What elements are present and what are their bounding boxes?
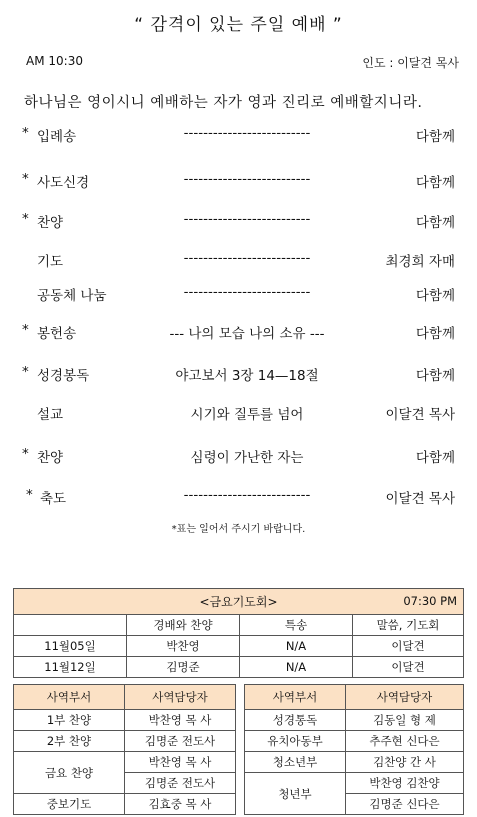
order-detail: -------------------------- <box>183 487 311 503</box>
friday-time: 07:30 PM <box>403 594 457 608</box>
order-item <box>0 250 477 272</box>
table-cell: 이달견 <box>353 657 464 678</box>
order-person: 다함께 <box>415 450 455 466</box>
table-cell: 11월05일 <box>14 636 127 657</box>
order-person: 이달견 목사 <box>385 407 455 423</box>
ministry-person: 김찬양 간 사 <box>346 752 464 773</box>
table-gap <box>236 731 245 752</box>
order-detail: 시기와 질투를 넘어 <box>190 407 304 423</box>
table-gap <box>236 685 245 710</box>
theme-verse: 하나님은 영이시니 예배하는 자가 영과 진리로 예배할지니라. <box>24 95 423 111</box>
order-label: 찬양 <box>37 215 64 231</box>
table-row <box>14 710 464 731</box>
ministry-dept: 중보기도 <box>14 794 125 815</box>
ministry-person: 박찬영 김찬양 <box>346 773 464 794</box>
order-item <box>0 125 477 147</box>
order-item <box>0 322 477 344</box>
column-header: 말씀, 기도회 <box>353 615 464 636</box>
friday-title: <금요기도회> <box>199 595 278 609</box>
table-cell: 박찬영 <box>127 636 240 657</box>
order-person: 다함께 <box>415 215 455 231</box>
stand-marker: * <box>22 364 29 380</box>
table-header-row <box>14 685 464 710</box>
order-item <box>0 403 477 425</box>
ministry-dept: 금요 찬양 <box>14 752 125 794</box>
order-detail: --- 나의 모습 나의 소유 --- <box>169 326 325 342</box>
service-time: AM 10:30 <box>26 54 83 68</box>
order-detail: -------------------------- <box>183 125 311 141</box>
ministry-person: 추주현 신다은 <box>346 731 464 752</box>
stand-marker: * <box>22 125 29 141</box>
ministry-dept: 청소년부 <box>245 752 346 773</box>
order-label: 찬양 <box>37 450 64 466</box>
table-gap <box>236 794 245 815</box>
column-header: 사역부서 <box>14 685 125 710</box>
table-gap <box>236 710 245 731</box>
order-detail: -------------------------- <box>183 211 311 227</box>
order-item <box>0 284 477 306</box>
order-label: 봉헌송 <box>37 326 77 342</box>
stand-marker: * <box>22 322 29 338</box>
column-header: 사역담당자 <box>125 685 236 710</box>
table-cell: N/A <box>240 636 353 657</box>
order-detail: 야고보서 3장 14—18절 <box>175 368 319 384</box>
column-header <box>14 615 127 636</box>
order-label: 축도 <box>40 491 67 507</box>
table-cell: 11월12일 <box>14 657 127 678</box>
stand-marker: * <box>22 171 29 187</box>
standing-note: *표는 일어서 주시기 바랍니다. <box>171 524 306 535</box>
ministry-dept: 청년부 <box>245 773 346 815</box>
order-detail: -------------------------- <box>183 250 311 266</box>
order-item <box>0 446 477 468</box>
stand-marker: * <box>22 446 29 462</box>
order-label: 입례송 <box>37 129 77 145</box>
ministry-dept: 성경통독 <box>245 710 346 731</box>
order-detail: -------------------------- <box>183 171 311 187</box>
table-row <box>14 752 464 773</box>
order-person: 이달견 목사 <box>385 491 455 507</box>
bulletin-title: “ 감격이 있는 주일 예배 ” <box>134 15 343 35</box>
order-detail: 심령이 가난한 자는 <box>190 450 304 466</box>
stand-marker: * <box>26 487 33 503</box>
table-header-row <box>14 615 464 636</box>
service-leader: 인도 : 이달견 목사 <box>362 56 459 70</box>
ministry-person: 김명준 신다은 <box>346 794 464 815</box>
ministry-dept: 유치아동부 <box>245 731 346 752</box>
friday-prayer-table <box>13 588 464 678</box>
ministry-table <box>13 684 464 815</box>
table-gap <box>236 752 245 773</box>
order-label: 사도신경 <box>37 175 90 191</box>
order-item <box>0 487 477 509</box>
ministry-person: 김효중 목 사 <box>125 794 236 815</box>
column-header: 경배와 찬양 <box>127 615 240 636</box>
order-item <box>0 211 477 233</box>
order-person: 다함께 <box>415 129 455 145</box>
ministry-dept: 2부 찬양 <box>14 731 125 752</box>
order-item <box>0 171 477 193</box>
column-header: 사역담당자 <box>346 685 464 710</box>
ministry-person: 김동일 형 제 <box>346 710 464 731</box>
table-row <box>14 794 464 815</box>
order-person: 다함께 <box>415 326 455 342</box>
column-header: 특송 <box>240 615 353 636</box>
table-row <box>14 731 464 752</box>
table-cell: 이달견 <box>353 636 464 657</box>
column-header: 사역부서 <box>245 685 346 710</box>
table-row <box>14 657 464 678</box>
table-row <box>14 636 464 657</box>
order-detail: -------------------------- <box>183 284 311 300</box>
ministry-person: 박찬영 목 사 <box>125 710 236 731</box>
order-person: 다함께 <box>415 368 455 384</box>
order-label: 기도 <box>37 254 64 270</box>
order-label: 설교 <box>37 407 64 423</box>
friday-header <box>14 589 464 615</box>
table-cell: 김명준 <box>127 657 240 678</box>
table-gap <box>236 773 245 794</box>
order-person: 다함께 <box>415 288 455 304</box>
stand-marker: * <box>22 211 29 227</box>
ministry-person: 박찬영 목 사 <box>125 752 236 773</box>
ministry-dept: 1부 찬양 <box>14 710 125 731</box>
table-cell: N/A <box>240 657 353 678</box>
order-person: 최경희 자매 <box>385 254 455 270</box>
order-label: 성경봉독 <box>37 368 90 384</box>
order-person: 다함께 <box>415 175 455 191</box>
order-label: 공동체 나눔 <box>37 288 107 304</box>
order-item <box>0 364 477 386</box>
ministry-person: 김명준 전도사 <box>125 731 236 752</box>
ministry-person: 김명준 전도사 <box>125 773 236 794</box>
